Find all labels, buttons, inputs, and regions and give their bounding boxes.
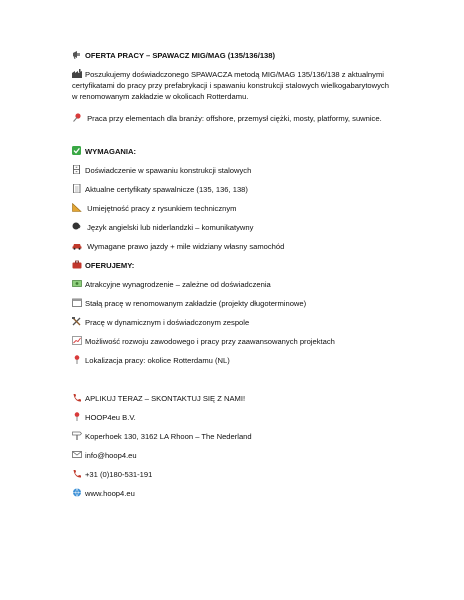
offer-item: Atrakcyjne wynagrodzenie – zależne od doświadczenia: [72, 279, 271, 290]
megaphone-icon: [72, 50, 82, 59]
requirement-item: Język angielski lub niderlandzki – komunikatywny: [72, 222, 253, 233]
offer-item: Stałą pracę w renomowanym zakładzie (projekty długoterminowe): [72, 298, 306, 309]
globe-icon: [72, 488, 82, 497]
round-pushpin-icon: [72, 412, 82, 421]
requirement-item: Aktualne certyfikaty spawalnicze (135, 136, 138): [72, 184, 248, 195]
round-pushpin-icon: [72, 355, 82, 364]
intro-paragraph: Poszukujemy doświadczonego SPAWACZA metodą MIG/MAG 135/136/138 z aktualnymi certyfikatami do pracy przy prefabrykacji i spawaniu konstrukcji stalowych wielkogabarytowych w renomowanym zakładzie w okolicach Rotterdamu.: [72, 70, 389, 101]
company-address: Koperhoek 130, 3162 LA Rhoon – The Nederland: [72, 431, 252, 442]
email-address[interactable]: info@hoop4.eu: [72, 450, 137, 461]
website-link[interactable]: www.hoop4.eu: [72, 488, 135, 499]
hammer-wrench-icon: [72, 317, 82, 326]
phone-number[interactable]: +31 (0)180-531-191: [72, 469, 152, 480]
requirement-item: Wymagane prawo jazdy + mile widziany własny samochód: [72, 241, 284, 252]
offer-item: Lokalizacja pracy: okolice Rotterdamu (NL): [72, 355, 230, 366]
check-box-icon: [72, 146, 82, 155]
calendar-icon: [72, 298, 82, 307]
chart-increasing-icon: [72, 336, 82, 345]
envelope-icon: [72, 450, 82, 459]
apply-call-to-action: APLIKUJ TERAZ – SKONTAKTUJ SIĘ Z NAMI!: [72, 393, 245, 404]
offer-item: Pracę w dynamicznym i doświadczonym zespole: [72, 317, 249, 328]
triangular-ruler-icon: [72, 203, 82, 212]
requirement-item: Umiejętność pracy z rysunkiem technicznym: [72, 203, 237, 214]
telephone-icon: [72, 469, 82, 478]
signpost-icon: [72, 431, 82, 440]
factory-icon: [72, 69, 82, 78]
offer-heading: OFERUJEMY:: [72, 260, 134, 271]
document-icon: [72, 184, 82, 193]
pushpin-icon: [72, 113, 82, 122]
requirement-item: Doświadczenie w spawaniu konstrukcji stalowych: [72, 165, 251, 176]
money-bill-icon: [72, 279, 82, 288]
offer-item: Możliwość rozwoju zawodowego i pracy przy zaawansowanych projektach: [72, 336, 335, 347]
job-title: OFERTA PRACY – SPAWACZ MIG/MAG (135/136/138): [72, 50, 275, 61]
briefcase-icon: [72, 260, 82, 269]
requirements-heading: WYMAGANIA:: [72, 146, 136, 157]
car-icon: [72, 241, 82, 250]
company-name: HOOP4eu B.V.: [72, 412, 136, 423]
telephone-icon: [72, 393, 82, 402]
speaking-head-icon: [72, 222, 82, 231]
industries-paragraph: Praca przy elementach dla branży: offshore, przemysł ciężki, mosty, platformy, suwnice.: [72, 113, 390, 124]
file-cabinet-icon: [72, 165, 82, 174]
